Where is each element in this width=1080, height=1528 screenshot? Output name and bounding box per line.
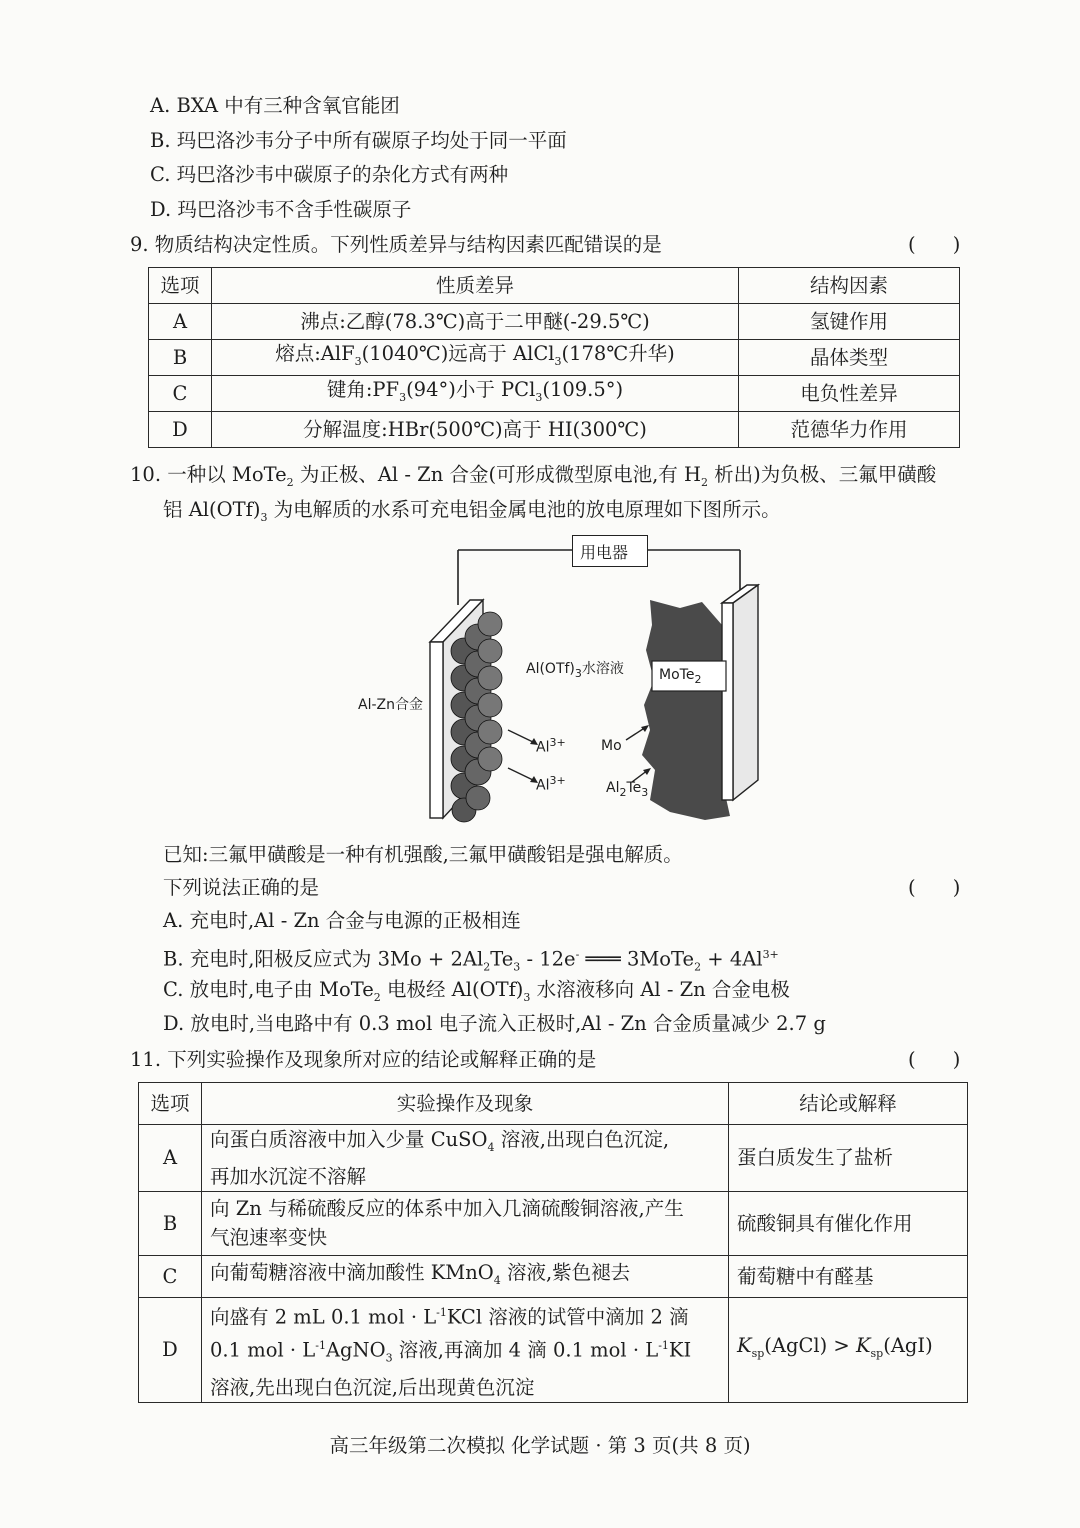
al2te3-arrowhead [643,768,651,775]
alloy-particles [451,612,502,822]
q9-header-factor: 结构因素 [739,268,960,304]
q11-row-a-conclusion: 蛋白质发生了盐析 [729,1125,968,1192]
q11-row-b-option: B [139,1191,202,1255]
table-row [149,376,960,412]
q11-row-d-conclusion: $K_{sp}(AgCl) > K_{sp}(AgI)$ [729,1297,968,1402]
q10-option-c: C. 放电时,电子由 MoTe$_2$ 电极经 $Al(OTf)_3$ 水溶液移向 Al - Zn 合金电极 [163,978,790,1004]
q8-option-d: D. 玛巴洛沙韦不含手性碳原子 [150,198,412,221]
al-ion-arrow-1 [508,730,535,743]
q9-row-d-option: D [149,412,212,448]
right-electrode-side [733,585,758,800]
q9-row-c-factor: 电负性差异 [739,376,960,412]
right-electrode-front [722,603,733,800]
q10-option-b: B. 充电时,阳极反应式为 $3Mo + 2Al_2Te_3 - 12e^-$ ═══ 3MoTe$_2$ + $4Al^{3+}$ [163,947,779,974]
q11-row-a-operation: 向蛋白质溶液中加入少量 CuSO$_4$ 溶液,出现白色沉淀, 再加水沉淀不溶解 [202,1125,729,1192]
q11-row-c-conclusion: 葡萄糖中有醛基 [729,1255,968,1297]
q8-option-a: A. BXA 中有三种含氧官能团 [150,94,400,117]
al-ion-label-1: $Al^{3+}$ [536,736,566,756]
table-row [139,1125,968,1192]
q9-row-a-option: A [149,304,212,340]
q10-prompt: 下列说法正确的是 [163,876,320,899]
table-row [139,1297,968,1402]
mo-label: Mo [601,738,622,754]
q11-stem: 11. 下列实验操作及现象所对应的结论或解释正确的是 [130,1048,597,1071]
q11-table [138,1082,968,1403]
table-row [149,340,960,376]
q10-stem-line1: 10. 一种以 MoTe$_2$ 为正极、Al - Zn 合金(可形成微型原电池,有 $H_2$ 析出)为负极、三氟甲磺酸 [130,463,937,489]
solution-label: $Al(OTf)_3$水溶液 [526,661,624,680]
al-ion-label-2: $Al^{3+}$ [536,774,566,794]
q9-row-c-option: C [149,376,212,412]
load-device-label: 用电器 [580,543,629,562]
q11-row-b-operation: 向 Zn 与稀硫酸反应的体系中加入几滴硫酸铜溶液,产生 气泡速率变快 [202,1191,729,1255]
q9-row-d-factor: 范德华力作用 [739,412,960,448]
q9-table [148,267,960,448]
q10-known: 已知:三氟甲磺酸是一种有机强酸,三氟甲磺酸铝是强电解质。 [163,843,683,866]
q10-answer-blank: ( ) [908,876,961,899]
q11-row-d-operation: 向盛有 2 mL 0.1 mol · $L^{-1}KCl$ 溶液的试管中滴加 2 滴 0.1 mol · $L^{-1}AgNO_3$ 溶液,再滴加 4 滴 0.1 mol · $L^{-1}KI$ 溶液,先出现白色沉淀,后出现黄色沉淀 [202,1297,729,1402]
q9-row-a-property: 沸点:乙醇(78.3℃)高于二甲醚(-29.5℃) [212,304,739,340]
al-ion-arrow-2 [508,768,535,781]
battery-diagram [350,530,770,830]
q11-row-b-conclusion: 硫酸铜具有催化作用 [729,1191,968,1255]
q11-row-a-option: A [139,1125,202,1192]
table-row [139,1255,968,1297]
q10-option-d: D. 放电时,当电路中有 0.3 mol 电子流入正极时,Al - Zn 合金质量减少 2.7 g [163,1012,826,1035]
q11-row-c-operation: 向葡萄糖溶液中滴加酸性 KMnO$_4$ 溶液,紫色褪去 [202,1255,729,1297]
q8-option-b: B. 玛巴洛沙韦分子中所有碳原子均处于同一平面 [150,129,567,152]
q9-stem: 9. 物质结构决定性质。下列性质差异与结构因素匹配错误的是 [130,233,662,256]
mote2-label: MoTe$_2$ [659,667,702,686]
mote2-mass [642,600,730,820]
q11-header-conclusion: 结论或解释 [729,1083,968,1125]
q9-header-property: 性质差异 [212,268,739,304]
q9-row-b-property: 熔点:AlF$_3$(1040℃)远高于 AlCl$_3$(178℃升华) [212,340,739,376]
q9-row-d-property: 分解温度:HBr(500℃)高于 HI(300℃) [212,412,739,448]
q9-row-c-property: 键角$:PF_3(94^\circ)$小于 PCl$_3$(109.5°) [212,376,739,412]
mo-arrowhead [641,725,649,732]
q11-answer-blank: ( ) [908,1048,961,1071]
q9-row-a-factor: 氢键作用 [739,304,960,340]
q11-row-c-option: C [139,1255,202,1297]
left-electrode-front [430,642,443,818]
page-footer: 高三年级第二次模拟 化学试题 · 第 3 页(共 8 页) [329,1434,751,1457]
table-row [149,412,960,448]
q9-row-b-option: B [149,340,212,376]
table-row [149,304,960,340]
q11-header-operation: 实验操作及现象 [202,1083,729,1125]
q9-answer-blank: ( ) [908,233,961,256]
q11-row-d-option: D [139,1297,202,1402]
al2te3-label: $Al_2Te_3$ [606,780,649,799]
q8-option-c: C. 玛巴洛沙韦中碳原子的杂化方式有两种 [150,163,509,186]
q10-option-a: A. 充电时,Al - Zn 合金与电源的正极相连 [163,909,521,932]
q9-row-b-factor: 晶体类型 [739,340,960,376]
al-zn-alloy-label: Al-Zn合金 [358,697,423,713]
q11-header-option: 选项 [139,1083,202,1125]
q10-stem-line2: 铝 $Al(OTf)_3$ 为电解质的水系可充电铝金属电池的放电原理如下图所示。 [163,498,781,524]
table-row [139,1191,968,1255]
q9-header-option: 选项 [149,268,212,304]
